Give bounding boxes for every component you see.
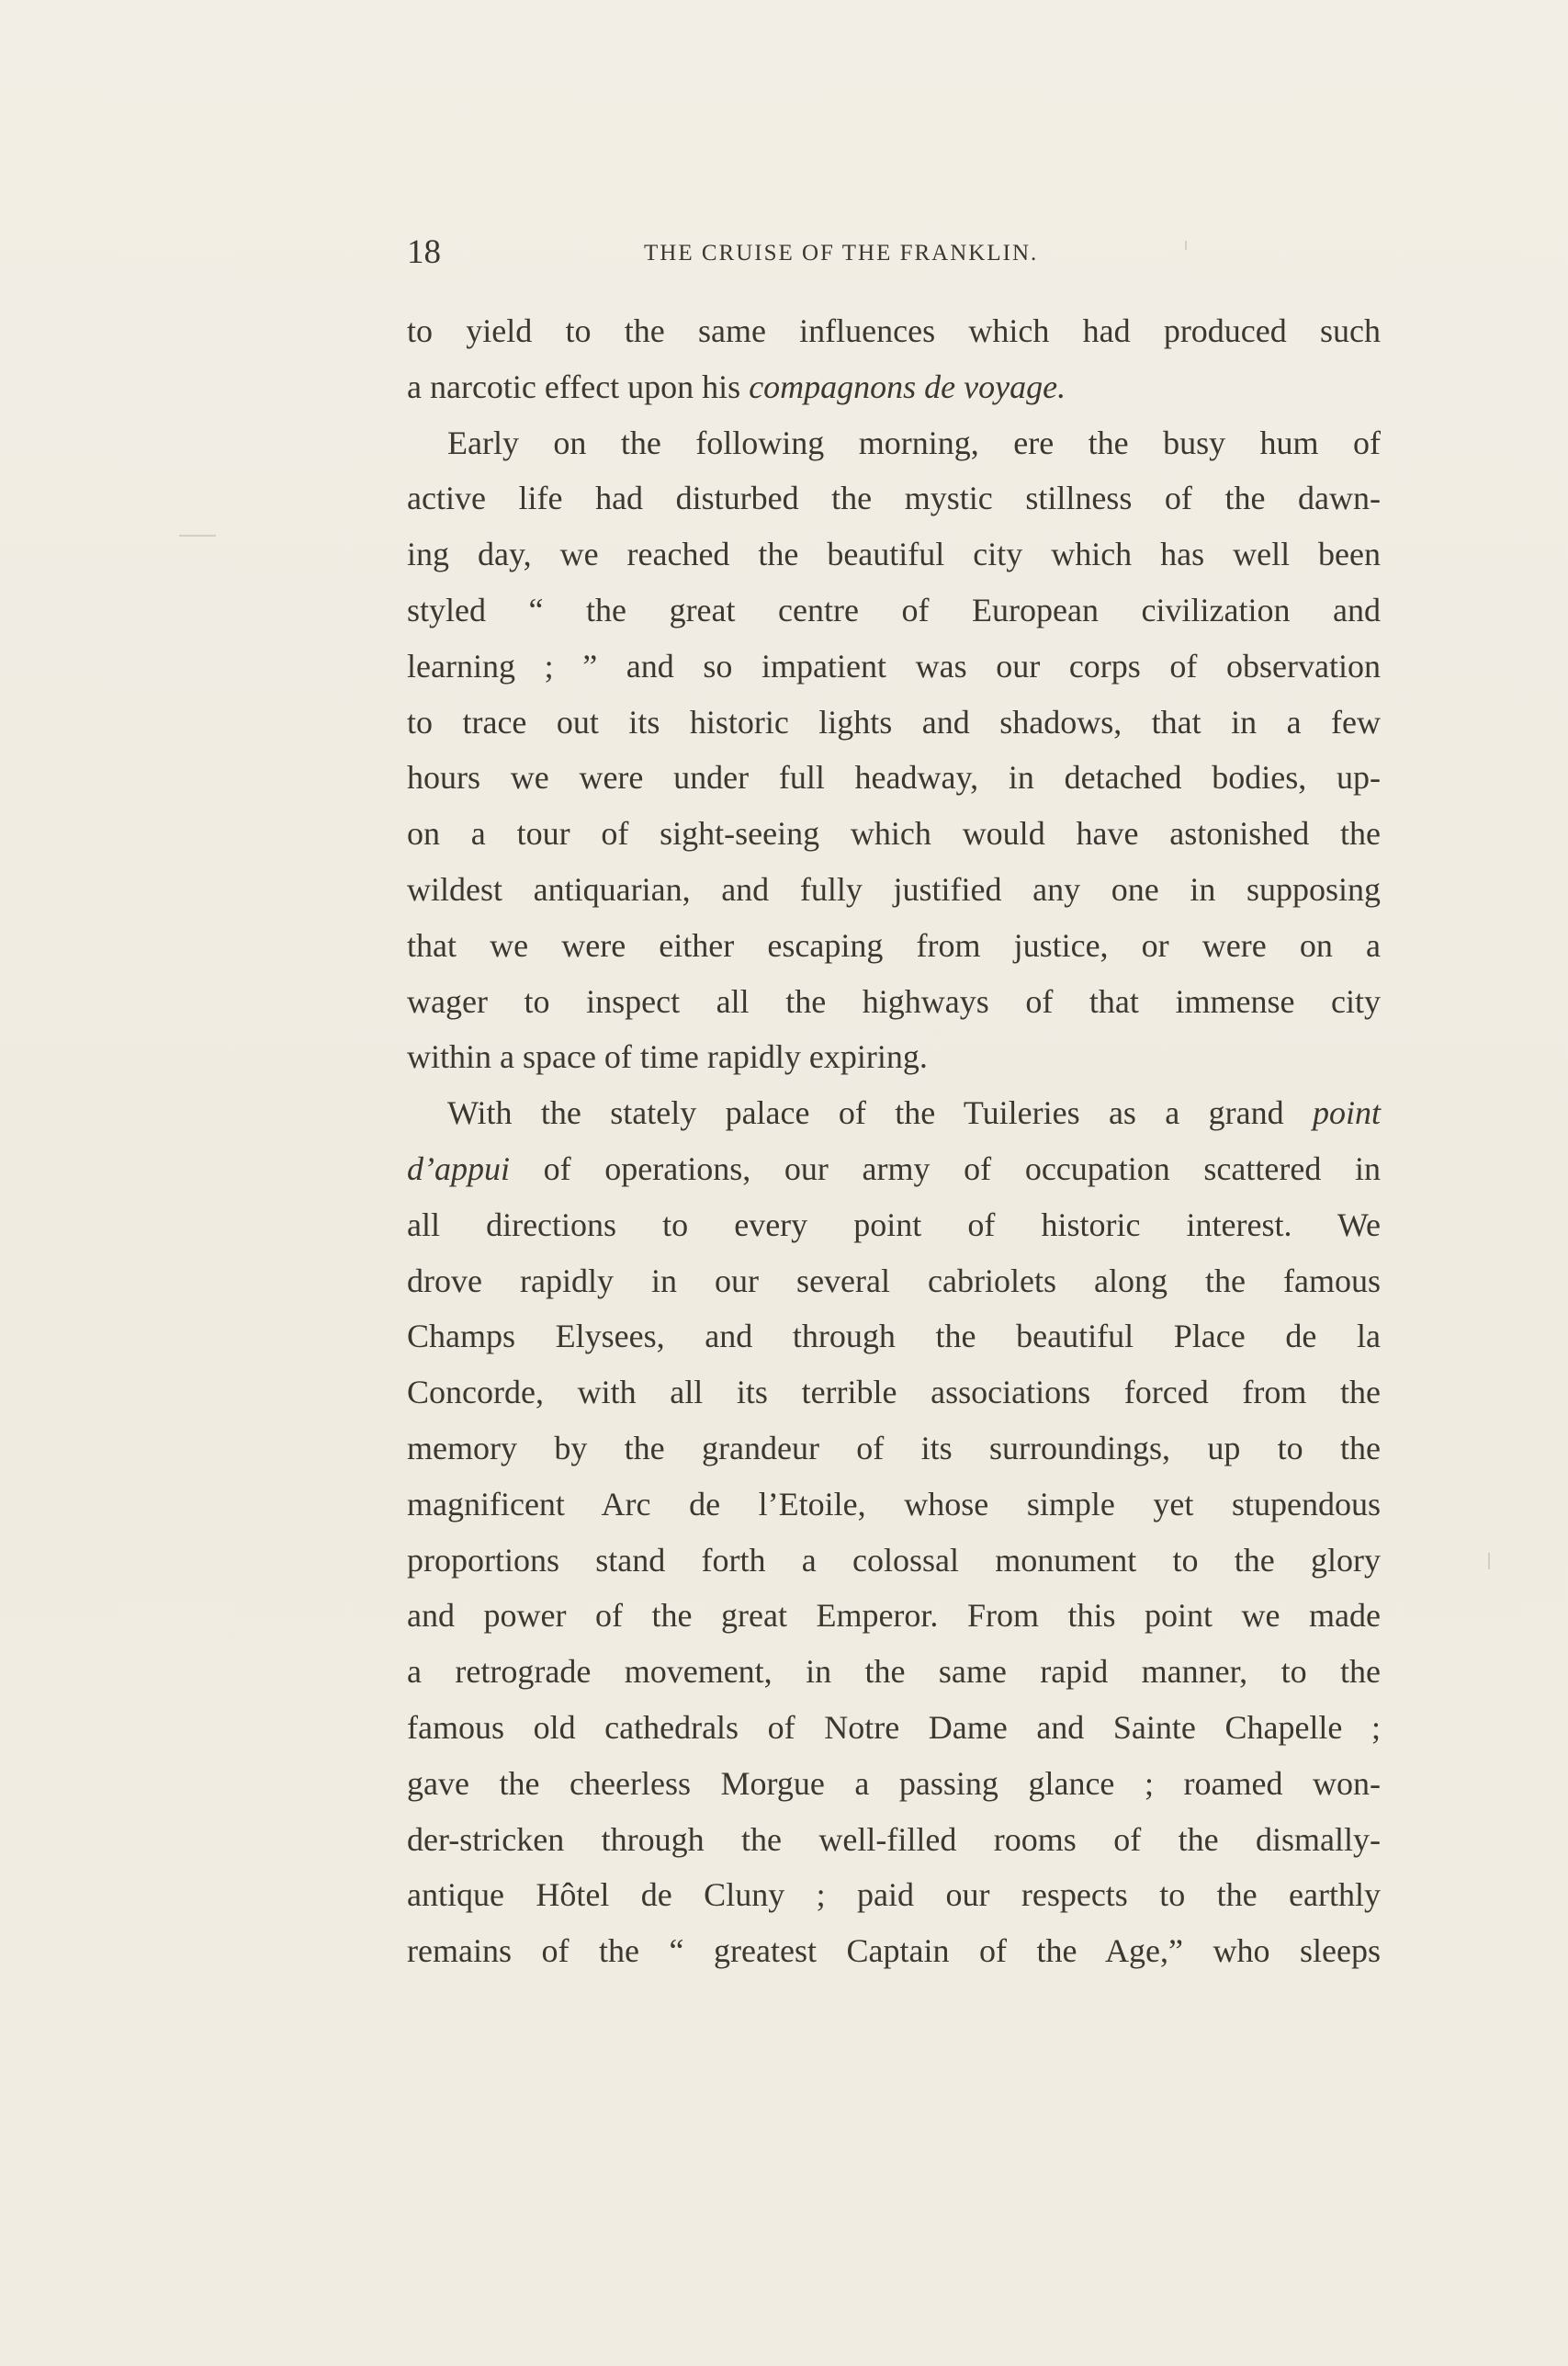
body-text (407, 303, 1381, 1979)
text-line: Champs Elysees, and through the beautiful Place de la (407, 1318, 1381, 1355)
text-line: and power of the great Emperor. From this point we made (407, 1597, 1381, 1635)
running-title: THE CRUISE OF THE FRANKLIN. (644, 241, 1039, 266)
text-line: famous old cathedrals of Notre Dame and Sainte Chapelle ; (407, 1708, 1381, 1746)
running-head (407, 230, 1381, 276)
text-line: that we were either escaping from justice, or were on a (407, 926, 1381, 964)
paragraph-first-line: Early on the following morning, ere the busy hum of (447, 424, 1381, 461)
text-line (407, 359, 1381, 415)
text-span: a narcotic effect upon his (407, 368, 741, 405)
text-line: wager to inspect all the highways of that immense city (407, 982, 1381, 1020)
text-line (407, 1141, 1381, 1197)
page-number: 18 (407, 233, 441, 271)
text-line: ing day, we reached the beautiful city which has well been (407, 536, 1381, 573)
text-span: of operations, our army of occupation scattered in (543, 1149, 1381, 1187)
italic-phrase: d’appui (407, 1149, 510, 1187)
text-line: remains of the “ greatest Captain of the Age,” who sleeps (407, 1932, 1381, 1970)
text-line: gave the cheerless Morgue a passing glance ; roamed won- (407, 1764, 1381, 1802)
italic-phrase: point (1313, 1094, 1382, 1132)
italic-phrase: compagnons de voyage. (749, 368, 1066, 405)
paragraph-first-line (407, 1085, 1381, 1141)
text-line: on a tour of sight-seeing which would have astonished the (407, 815, 1381, 853)
text-line: proportions stand forth a colossal monument to the glory (407, 1541, 1381, 1579)
paper-mark (1488, 1553, 1490, 1569)
text-line: memory by the grandeur of its surroundings, up to the (407, 1429, 1381, 1466)
text-line: wildest antiquarian, and fully justified any one in supposing (407, 870, 1381, 908)
text-line: der-stricken through the well-filled rooms of the dismally- (407, 1820, 1381, 1858)
text-line: styled “ the great centre of European civilization and (407, 591, 1381, 628)
paper-mark (1185, 241, 1187, 250)
text-line: drove rapidly in our several cabriolets along the famous (407, 1262, 1381, 1299)
text-line: hours we were under full headway, in detached bodies, up- (407, 759, 1381, 797)
text-line: learning ; ” and so impatient was our corps of observation (407, 647, 1381, 685)
text-span: With the stately palace of the Tuileries as a grand (447, 1094, 1284, 1132)
text-line: active life had disturbed the mystic stillness of the dawn- (407, 480, 1381, 517)
text-line: to trace out its historic lights and shadows, that in a few (407, 703, 1381, 741)
text-line: antique Hôtel de Cluny ; paid our respects to the earthly (407, 1876, 1381, 1914)
text-line: Concorde, with all its terrible associations forced from the (407, 1374, 1381, 1411)
text-line: magnificent Arc de l’Etoile, whose simple yet stupendous (407, 1485, 1381, 1523)
paragraph-last-line: within a space of time rapidly expiring. (407, 1038, 928, 1076)
text-line: all directions to every point of historic interest. We (407, 1206, 1381, 1243)
text-line: a retrograde movement, in the same rapid manner, to the (407, 1653, 1381, 1691)
paper-mark (179, 535, 216, 537)
text-line: to yield to the same influences which had produced such (407, 312, 1381, 349)
